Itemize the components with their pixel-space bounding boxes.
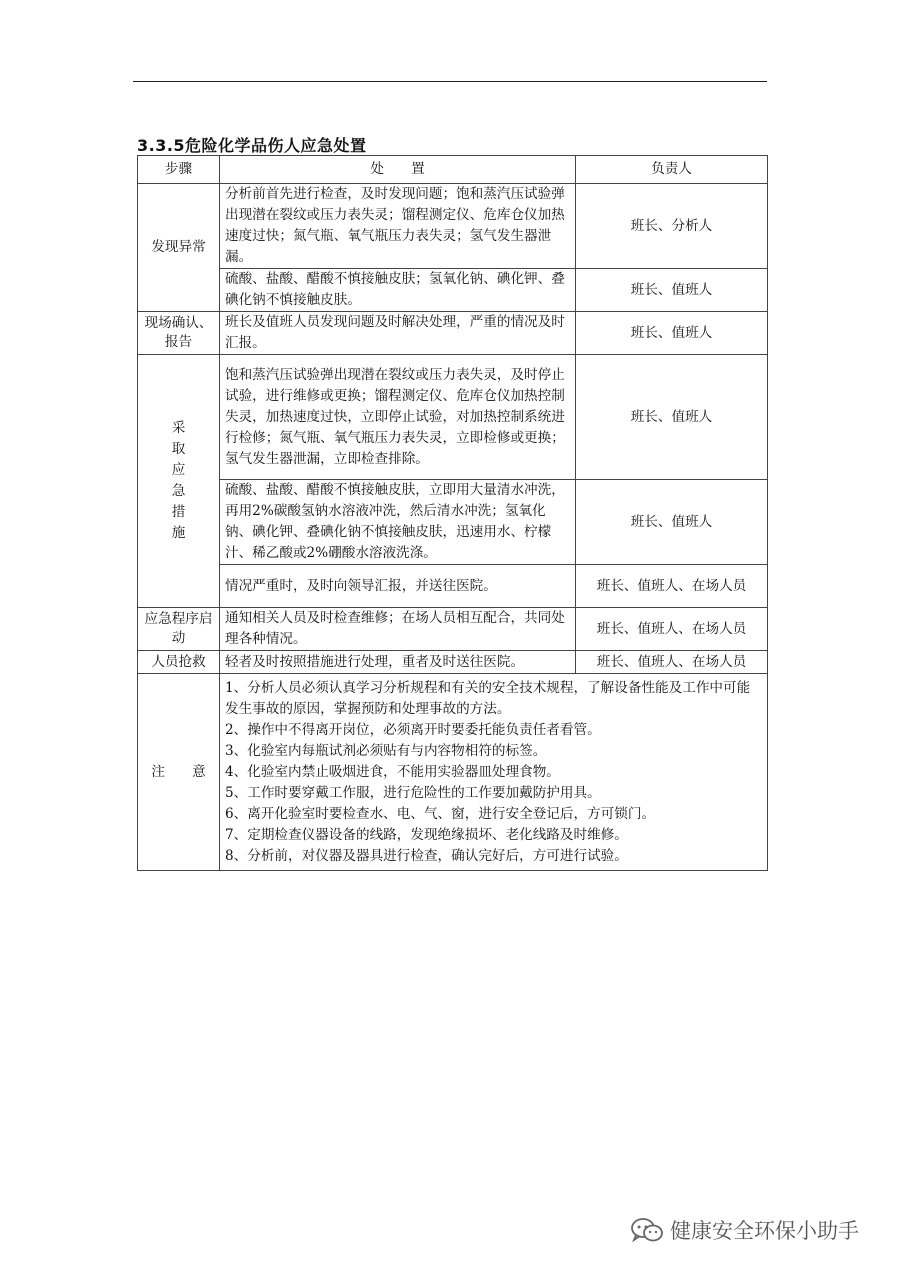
- notes-list: [220, 674, 768, 871]
- table-row: [138, 608, 768, 651]
- responsible-cell: 班长、值班人: [576, 269, 768, 312]
- table-header-row: [138, 156, 768, 184]
- vertical-step-char: 急: [171, 483, 186, 499]
- note-item: 6、离开化验室时要检查水、电、气、窗，进行安全登记后，方可锁门。: [225, 805, 656, 822]
- header-dispose: 处 置: [220, 156, 576, 184]
- vertical-step-char: 措: [171, 504, 186, 520]
- table-row: [138, 651, 768, 674]
- dispose-cell: 分析前首先进行检查，及时发现问题；饱和蒸汽压试验弹出现潜在裂纹或压力表失灵；馏程测定仪、危库仓仪加热速度过快；氮气瓶、氧气瓶压力表失灵；氢气发生器泄漏。: [220, 184, 576, 269]
- header-step: 步骤: [138, 156, 220, 184]
- table-row: [138, 312, 768, 355]
- dispose-cell: 班长及值班人员发现问题及时解决处理，严重的情况及时汇报。: [220, 312, 576, 355]
- table-row: [138, 565, 768, 608]
- watermark-text: 健康安全环保小助手: [670, 1219, 859, 1243]
- note-item: 1、分析人员必须认真学习分析规程和有关的安全技术规程，了解设备性能及工作中可能发生事故的原因，掌握预防和处理事故的方法。: [225, 679, 751, 717]
- responsible-cell: 班长、值班人、在场人员: [576, 565, 768, 608]
- dispose-cell: 硫酸、盐酸、醋酸不慎接触皮肤，立即用大量清水冲洗，再用2%碳酸氢钠水溶液冲洗，然后清水冲洗；氢氧化钠、碘化钾、叠碘化钠不慎接触皮肤，迅速用水、柠檬汁、稀乙酸或2%硼酸水溶液洗涤。: [220, 480, 576, 565]
- responsible-cell: 班长、值班人: [576, 312, 768, 355]
- dispose-cell: 饱和蒸汽压试验弹出现潜在裂纹或压力表失灵，及时停止试验，进行维修或更换；馏程测定仪、危库仓仪加热控制失灵，加热速度过快，立即停止试验，对加热控制系统进行检修；氮气瓶、氧气瓶压力表失灵，立即检修或更换；氢气发生器泄漏，立即检查排除。: [220, 355, 576, 480]
- notes-row: [138, 674, 768, 871]
- responsible-cell: 班长、值班人: [576, 355, 768, 480]
- note-item: 4、化验室内禁止吸烟进食，不能用实验器皿处理食物。: [225, 763, 560, 780]
- note-item: 3、化验室内每瓶试剂必须贴有与内容物相符的标签。: [225, 742, 547, 759]
- header-responsible: 负责人: [576, 156, 768, 184]
- watermark: [630, 1215, 859, 1245]
- responsible-cell: 班长、值班人、在场人员: [576, 651, 768, 674]
- vertical-step-char: 采: [171, 420, 186, 436]
- note-item: 8、分析前，对仪器及器具进行检查，确认完好后，方可进行试验。: [225, 847, 628, 864]
- step-cell: 应急程序启动: [138, 608, 220, 651]
- responsible-cell: 班长、值班人、在场人员: [576, 608, 768, 651]
- note-item: 5、工作时要穿戴工作服，进行危险性的工作要加戴防护用具。: [225, 784, 601, 801]
- step-cell: 人员抢救: [138, 651, 220, 674]
- table-row: [138, 269, 768, 312]
- responsible-cell: 班长、值班人: [576, 480, 768, 565]
- dispose-cell: 通知相关人员及时检查维修；在场人员相互配合，共同处理各种情况。: [220, 608, 576, 651]
- step-cell-vertical: [138, 355, 220, 608]
- section-title: 3.3.5危险化学品伤人应急处置: [137, 136, 367, 155]
- table-row: [138, 184, 768, 269]
- vertical-step-char: 取: [171, 441, 186, 457]
- vertical-step-char: 应: [171, 462, 186, 478]
- note-item: 7、定期检查仪器设备的线路，发现绝缘损坏、老化线路及时维修。: [225, 826, 628, 843]
- step-cell: 发现异常: [138, 184, 220, 312]
- table-row: [138, 480, 768, 565]
- header-rule: [133, 81, 767, 82]
- dispose-cell: 情况严重时，及时向领导汇报，并送往医院。: [220, 565, 576, 608]
- wechat-icon: [630, 1217, 664, 1243]
- dispose-cell: 轻者及时按照措施进行处理，重者及时送往医院。: [220, 651, 576, 674]
- table-row: [138, 355, 768, 480]
- responsible-cell: 班长、分析人: [576, 184, 768, 269]
- emergency-table: [137, 155, 768, 871]
- vertical-step-char: 施: [171, 525, 186, 541]
- notes-label: 注 意: [138, 674, 220, 871]
- dispose-cell: 硫酸、盐酸、醋酸不慎接触皮肤；氢氧化钠、碘化钾、叠碘化钠不慎接触皮肤。: [220, 269, 576, 312]
- vertical-step-text: [143, 418, 214, 544]
- step-cell: 现场确认、报告: [138, 312, 220, 355]
- note-item: 2、操作中不得离开岗位，必须离开时要委托能负责任者看管。: [225, 721, 601, 738]
